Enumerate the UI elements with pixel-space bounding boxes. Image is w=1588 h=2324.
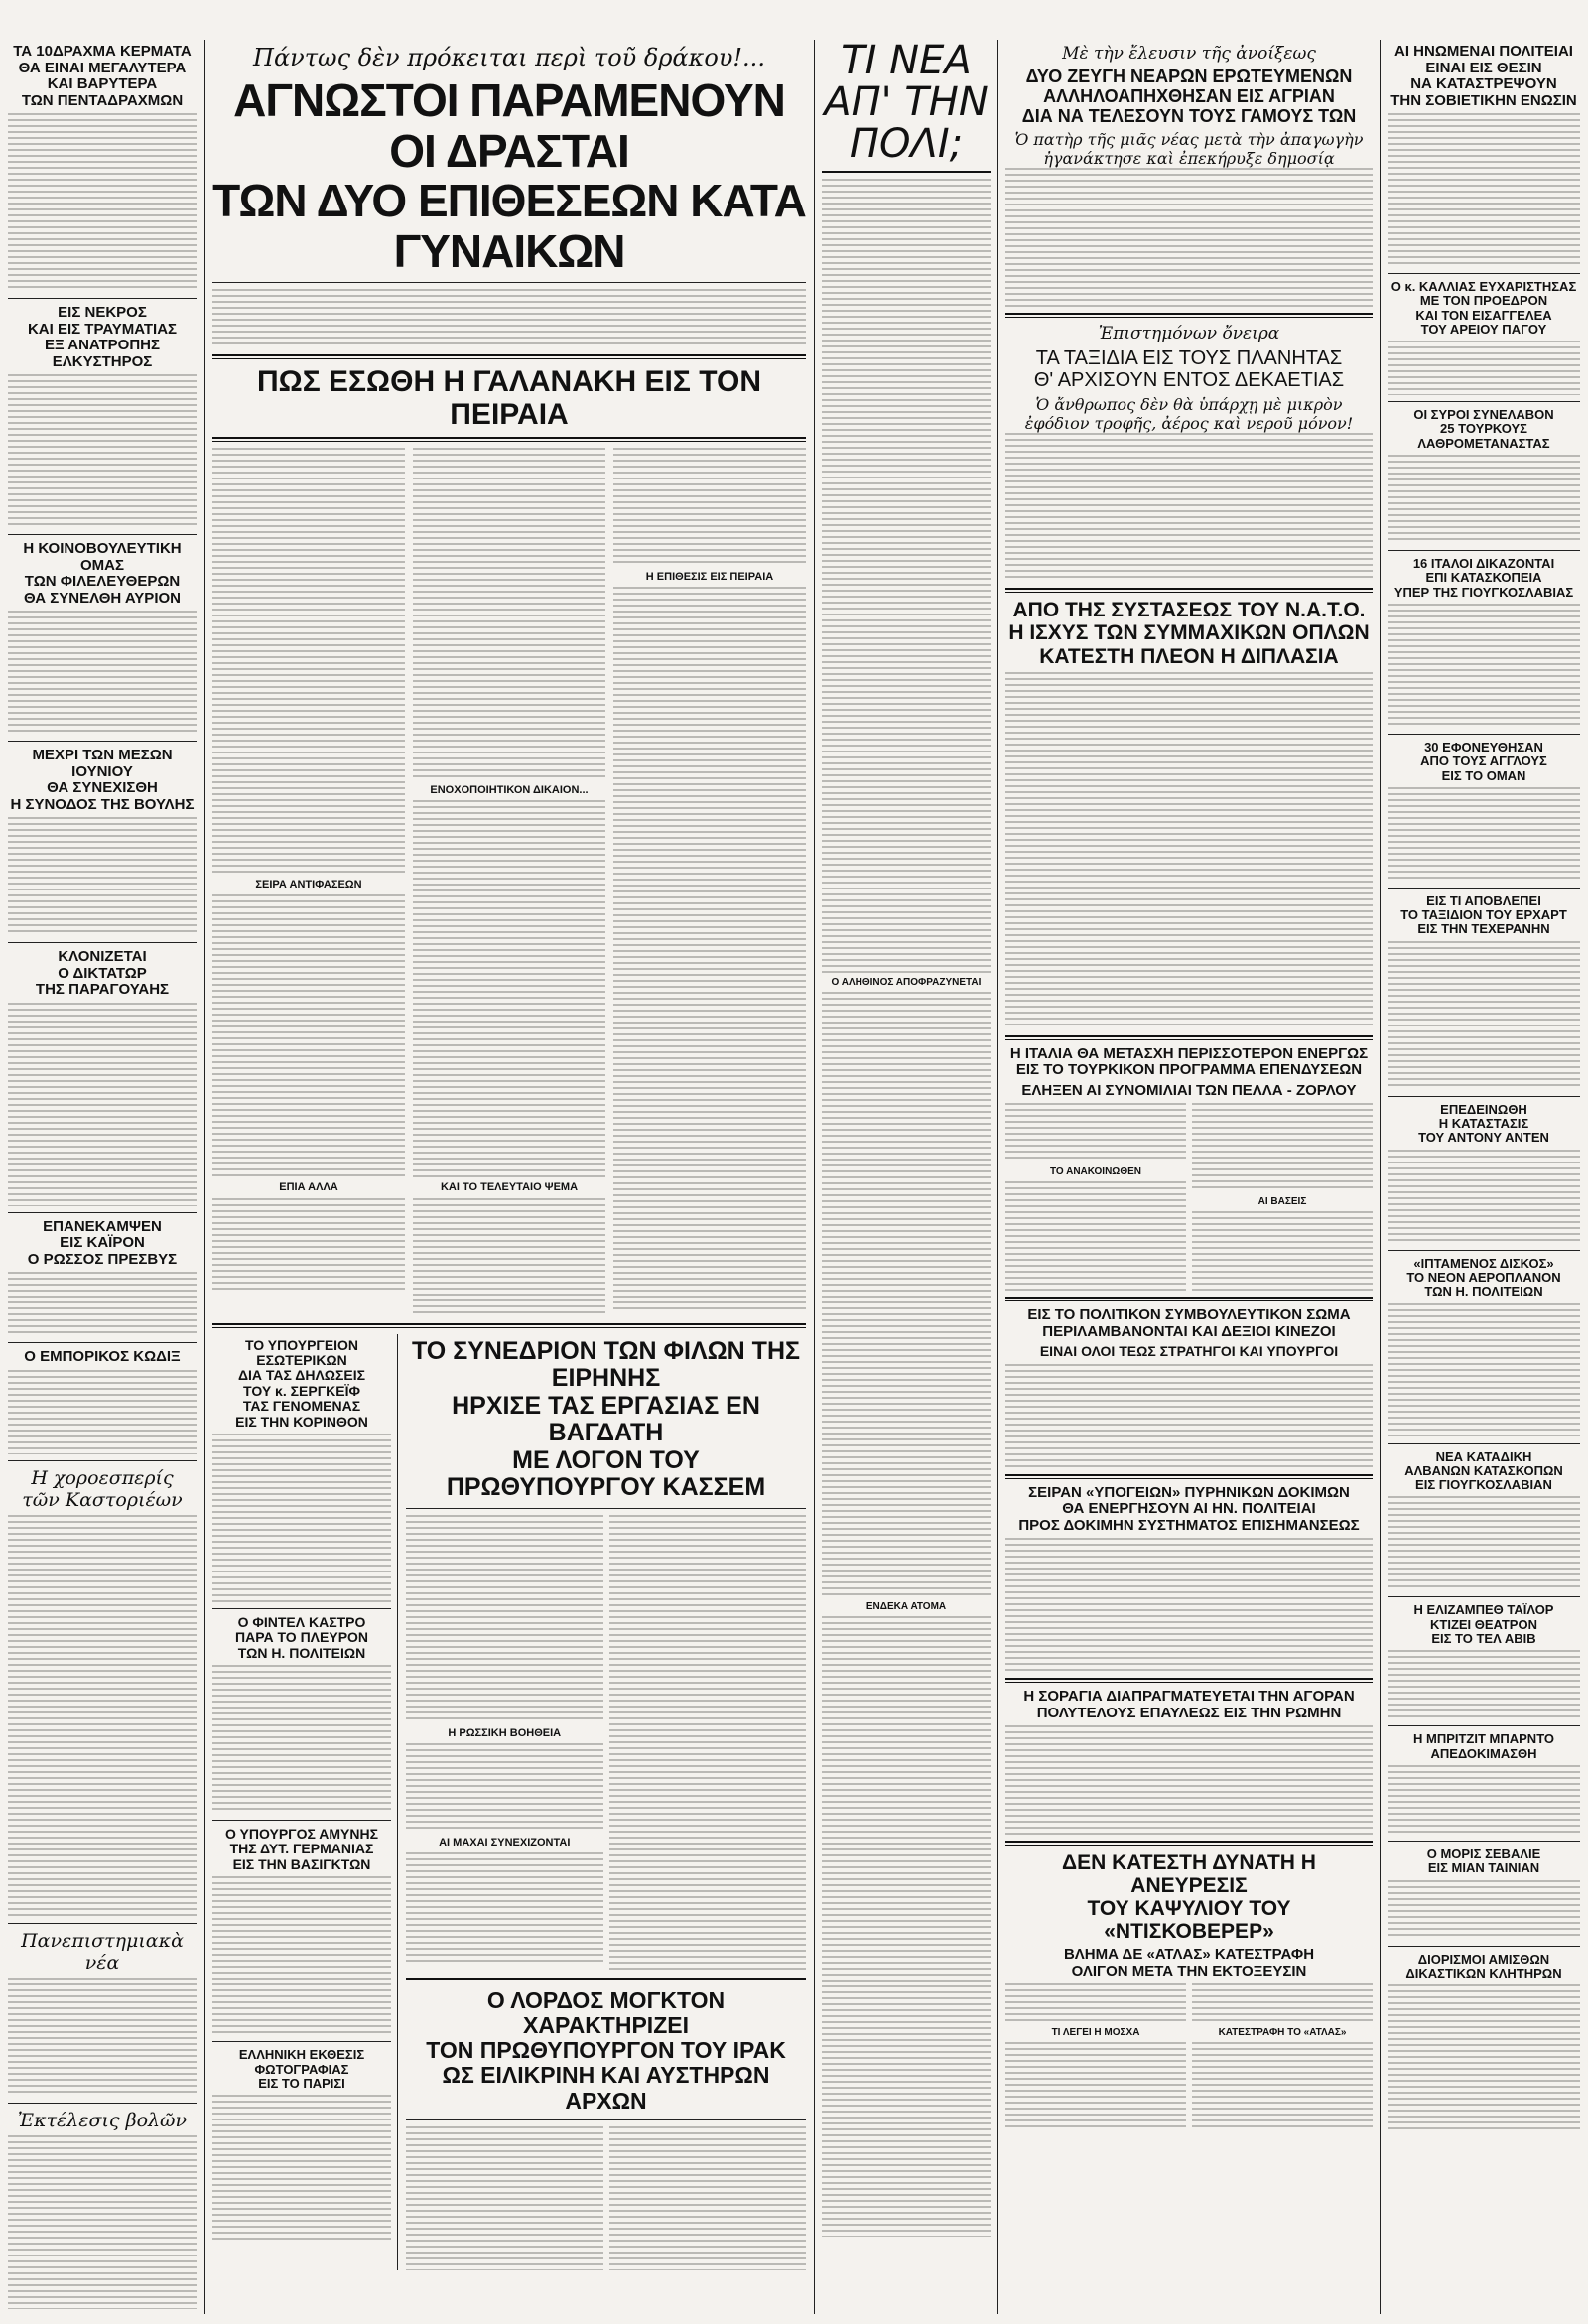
headline: ΜΕΧΡΙ ΤΩΝ ΜΕΣΩΝ ΙΟΥΝΙΟΥ ΘΑ ΣΥΝΕΧΙΣΘΗ Η ΣΥΝΟΔΟΣ ΤΗΣ ΒΟΥΛΗΣ [10,747,195,813]
article-text [406,2126,603,2270]
headline: Ἐκτέλεσις βολῶν [17,2109,188,2131]
headline: ΠΩΣ ΕΣΩΘΗ Η ΓΑΛΑΝΑΚΗ ΕΙΣ ΤΟΝ ΠΕΙΡΑΙΑ [256,365,762,432]
article-text [406,1743,603,1833]
headline: ΑΠΟ ΤΗΣ ΣΥΣΤΑΣΕΩΣ ΤΟΥ Ν.Α.Τ.Ο. Η ΙΣΧΥΣ ΤΩΝ ΣΥΜΜΑΧΙΚΩΝ ΟΠΛΩΝ ΚΑΤΕΣΤΗ ΠΛΕΟΝ Η ΔΙΠΛΑΣΙΑ [1008,599,1370,668]
subheadline: ΒΛΗΜΑ ΔΕ «ΑΤΛΑΣ» ΚΑΤΕΣΤΡΑΦΗ ΟΛΙΓΟΝ ΜΕΤΑ ΤΗΝ ΕΚΤΟΞΕΥΣΙΝ [1063,1946,1315,1980]
article-text [1192,1103,1373,1192]
subheadline: Ὁ πατὴρ τῆς μιᾶς νέας μετὰ τὴν ἀπαγωγὴν ἠγανάκτησε καὶ ἐπεκήρυξε δημοσίᾳ [1014,130,1364,169]
subheading: ΑΙ ΜΑΧΑΙ ΣΥΝΕΧΙΖΟΝΤΑΙ [439,1836,571,1848]
article-text [212,1665,391,1814]
headline: «ΙΠΤΑΜΕΝΟΣ ΔΙΣΚΟΣ» ΤΟ ΝΕΟΝ ΑΕΡΟΠΛΑΝΟΝ ΤΩΝ Η. ΠΟΛΙΤΕΙΩΝ [1406,1255,1561,1299]
article-text [1005,1364,1373,1468]
subheading: ΚΑΙ ΤΟ ΤΕΛΕΥΤΑΙΟ ΨΕΜΑ [440,1181,579,1194]
column-5 [1388,40,1580,2133]
headline: ΣΕΙΡΑΝ «ΥΠΟΓΕΙΩΝ» ΠΥΡΗΝΙΚΩΝ ΔΟΚΙΜΩΝ ΘΑ ΕΝΕΡΓΗΣΟΥΝ ΑΙ ΗΝ. ΠΟΛΙΤΕΙΑΙ ΠΡΟΣ ΔΟΚΙΜΗΝ ΣΥΣΤΗΜΑΤΟΣ ΕΠΙΣΗΜΑΝΣΕΩΣ [1018,1483,1360,1534]
kicker: Πάντως δὲν πρόκειται περὶ τοῦ δράκου!... [253,44,765,71]
article-text [1192,1211,1373,1291]
headline: ΕΠΑΝΕΚΑΜΨΕΝ ΕΙΣ ΚΑΪΡΟΝ Ο ΡΩΣΣΟΣ ΠΡΕΣΒΥΣ [27,1217,178,1268]
headline: ΔΥΟ ΖΕΥΓΗ ΝΕΑΡΩΝ ΕΡΩΤΕΥΜΕΝΩΝ ΑΛΛΗΛΟΑΠΗΧΘΗΣΑΝ ΕΙΣ ΑΓΡΙΑΝ ΔΙΑ ΝΑ ΤΕΛΕΣΟΥΝ ΤΟΥΣ ΓΑΜΟΥΣ ΤΩΝ [1021,67,1357,126]
article-text [212,448,405,875]
article-text [822,992,991,1597]
article-text [212,894,405,1177]
subheadline: ΕΙΝΑΙ ΟΛΟΙ ΤΕΩΣ ΣΤΡΑΤΗΓΟΙ ΚΑΙ ΥΠΟΥΡΓΟΙ [1039,1343,1339,1360]
article-text [1005,168,1373,307]
headline: ΕΛΛΗΝΙΚΗ ΕΚΘΕΣΙΣ ΦΩΤΟΓΡΑΦΙΑΣ ΕΙΣ ΤΟ ΠΑΡΙΣΙ [238,2047,365,2091]
subheading: ΚΑΤΕΣΤΡΑΦΗ ΤΟ «ΑΤΛΑΣ» [1218,2027,1347,2039]
article-text [8,1272,197,1336]
column-4 [1005,40,1373,2131]
article-text [1005,1538,1373,1672]
article-text [212,1876,391,2035]
article-text [212,1198,405,1293]
column-rule [814,40,815,2314]
article-text [8,611,197,735]
article-text [406,1852,603,1962]
article-text [1388,1303,1580,1437]
article-text [1005,672,1373,1029]
article-text [8,1515,197,1917]
subheading: Ο ΑΛΗΘΙΝΟΣ ΑΠΟΦΡΑΖΥΝΕΤΑΙ [831,977,982,988]
headline: ΤΟ ΥΠΟΥΡΓΕΙΟΝ ΕΣΩΤΕΡΙΚΩΝ ΔΙΑ ΤΑΣ ΔΗΛΩΣΕΙΣ ΤΟΥ κ. ΣΕΡΓΚΕΪΦ ΤΑΣ ΓΕΝΟΜΕΝΑΣ ΕΙΣ ΤΗΝ ΚΟΡΙΝΘΟΝ [235,1336,368,1430]
column-2 [212,40,806,2270]
article-text [1005,1103,1186,1162]
subheading: ΕΝΟΧΟΠΟΙΗΤΙΚΟΝ ΔΙΚΑΙΟΝ... [430,784,589,797]
headline: Η ΕΛΙΖΑΜΠΕΘ ΤΑΪΛΟΡ ΚΤΙΖΕΙ ΘΕΑΤΡΟΝ ΕΙΣ ΤΟ ΤΕΛ ΑΒΙΒ [1413,1602,1554,1647]
column-rule [1380,40,1381,2314]
headline: Ο ΦΙΝΤΕΛ ΚΑΣΤΡΟ ΠΑΡΑ ΤΟ ΠΛΕΥΡΟΝ ΤΩΝ Η. ΠΟΛΙΤΕΙΩΝ [234,1613,369,1661]
subheading: Η ΡΩΣΣΙΚΗ ΒΟΗΘΕΙΑ [448,1726,562,1739]
headline: Πανεπιστημιακὰ νέα [21,1929,184,1974]
article-text [8,2135,197,2309]
article-text [609,1515,807,1972]
article-text [1192,2042,1373,2131]
article-text [1388,787,1580,882]
subheading: ΤΙ ΛΕΓΕΙ Η ΜΟΣΧΑ [1051,2027,1140,2039]
article-text [8,817,197,936]
article-text [212,1434,391,1602]
column-rule [997,40,998,2314]
article-text [413,448,605,780]
headline: Ο ΕΜΠΟΡΙΚΟΣ ΚΩΔΙΞ [24,1348,181,1365]
headline: Η ΜΠΡΙΤΖΙΤ ΜΠΑΡΝΤΟ ΑΠΕΔΟΚΙΜΑΣΘΗ [1412,1731,1555,1761]
article-text [1388,113,1580,267]
headline: ΕΙΣ ΝΕΚΡΟΣ ΚΑΙ ΕΙΣ ΤΡΑΥΜΑΤΙΑΣ ΕΞ ΑΝΑΤΡΟΠΗΣ ΕΛΚΥΣΤΗΡΟΣ [27,304,178,370]
headline: Η ΚΟΙΝΟΒΟΥΛΕΥΤΙΚΗ ΟΜΑΣ ΤΩΝ ΦΙΛΕΛΕΥΘΕΡΩΝ ΘΑ ΣΥΝΕΛΘΗ ΑΥΡΙΟΝ [23,540,182,607]
headline: ΤΑ 10ΔΡΑΧΜΑ ΚΕΡΜΑΤΑ ΘΑ ΕΙΝΑΙ ΜΕΓΑΛΥΤΕΡΑ ΚΑΙ ΒΑΡΥΤΕΡΑ ΤΩΝ ΠΕΝΤΑΔΡΑΧΜΩΝ [13,43,192,109]
column-title: ΤΙ ΝΕΑ ΑΠ' ΤΗΝ ΠΟΛΙ; [822,40,991,173]
article-text [1388,1650,1580,1719]
article-text [8,113,197,292]
article-text [1388,341,1580,395]
article-text [613,448,806,567]
headline: Ο κ. ΚΑΛΛΙΑΣ ΕΥΧΑΡΙΣΤΗΣΑΣ ΜΕ ΤΟΝ ΠΡΟΕΔΡΟΝ ΚΑΙ ΤΟΝ ΕΙΣΑΓΓΕΛΕΑ ΤΟΥ ΑΡΕΙΟΥ ΠΑΓΟΥ [1390,279,1577,337]
article-text [613,587,806,1311]
article-text [212,289,806,348]
headline: Ο ΥΠΟΥΡΓΟΣ ΑΜΥΝΗΣ ΤΗΣ ΔΥΤ. ΓΕΡΜΑΝΙΑΣ ΕΙΣ ΤΗΝ ΒΑΣΙΓΚΤΩΝ [225,1826,378,1872]
headline: ΕΠΕΔΕΙΝΩΘΗ Η ΚΑΤΑΣΤΑΣΙΣ ΤΟΥ ΑΝΤΟΝΥ ΑΝΤΕΝ [1418,1101,1549,1146]
article-text [212,2095,391,2244]
headline: Η χοροεσπερίς τῶν Καστοριέων [22,1466,183,1511]
article-text [1005,1983,1186,2023]
article-text [1388,1880,1580,1940]
subheadline: Ὁ ἄνθρωπος δὲν θὰ ὑπάρχῃ μὲ μικρὸν ἐφόδιον τροφῆς, ἀέρος καὶ νεροῦ μόνον! [1024,395,1354,434]
column-3 [822,40,991,2237]
article-text [8,374,197,528]
article-text [1005,433,1373,582]
article-text [609,2126,807,2270]
headline: Ο ΜΟΡΙΣ ΣΕΒΑΛΙΕ ΕΙΣ ΜΙΑΝ ΤΑΙΝΙΑΝ [1426,1846,1541,1876]
article-text [822,179,991,973]
article-text [1388,1765,1580,1835]
headline: 30 ΕΦΟΝΕΥΘΗΣΑΝ ΑΠΟ ΤΟΥΣ ΑΓΓΛΟΥΣ ΕΙΣ ΤΟ ΟΜΑΝ [1420,739,1547,783]
article-text [1005,2042,1186,2131]
headline: ΕΙΣ ΤΙ ΑΠΟΒΛΕΠΕΙ ΤΟ ΤΑΞΙΔΙΟΝ ΤΟΥ ΕΡΧΑΡΤ ΕΙΣ ΤΗΝ ΤΕΧΕΡΑΝΗΝ [1400,892,1567,937]
article-text [8,1370,197,1454]
main-headline: ΑΓΝΩΣΤΟΙ ΠΑΡΑΜΕΝΟΥΝ ΟΙ ΔΡΑΣΤΑΙ ΤΩΝ ΔΥΟ ΕΠΙΘΕΣΕΩΝ ΚΑΤΑ ΓΥΝΑΙΚΩΝ [212,74,806,277]
headline: ΤΑ ΤΑΞΙΔΙΑ ΕΙΣ ΤΟΥΣ ΠΛΑΝΗΤΑΣ Θ' ΑΡΧΙΣΟΥΝ ΕΝΤΟΣ ΔΕΚΑΕΤΙΑΣ [1033,347,1345,392]
column-1 [8,40,197,2309]
subheading: ΣΕΙΡΑ ΑΝΤΙΦΑΣΕΩΝ [255,879,362,891]
subheading: ΤΟ ΑΝΑΚΟΙΝΩΘΕΝ [1049,1166,1141,1178]
article-text [1388,455,1580,544]
headline: Η ΣΟΡΑΓΙΑ ΔΙΑΠΡΑΓΜΑΤΕΥΕΤΑΙ ΤΗΝ ΑΓΟΡΑΝ ΠΟΛΥΤΕΛΟΥΣ ΕΠΑΥΛΕΩΣ ΕΙΣ ΤΗΝ ΡΩΜΗΝ [1023,1688,1355,1721]
headline: ΚΛΟΝΙΖΕΤΑΙ Ο ΔΙΚΤΑΤΩΡ ΤΗΣ ΠΑΡΑΓΟΥΑΗΣ [35,948,170,998]
article-text [8,1978,197,2097]
subheading: ΕΝΔΕΚΑ ΑΤΟΜΑ [865,1601,947,1612]
article-text [1388,1150,1580,1244]
headline: ΟΙ ΣΥΡΟΙ ΣΥΝΕΛΑΒΟΝ 25 ΤΟΥΡΚΟΥΣ ΛΑΘΡΟΜΕΤΑΝΑΣΤΑΣ [1413,407,1554,451]
column-rule [204,40,205,2314]
article-text [8,1003,197,1206]
headline: ΝΕΑ ΚΑΤΑΔΙΚΗ ΑΛΒΑΝΩΝ ΚΑΤΑΣΚΟΠΩΝ ΕΙΣ ΓΙΟΥΓΚΟΣΛΑΒΙΑΝ [1404,1448,1563,1493]
article-text [1192,1983,1373,2023]
article-text [1005,1725,1373,1835]
kicker: Ἐπιστημόνων ὄνειρα [1098,324,1280,344]
article-text [1388,1984,1580,2133]
headline: ΔΙΟΡΙΣΜΟΙ ΑΜΙΣΘΩΝ ΔΙΚΑΣΤΙΚΩΝ ΚΛΗΤΗΡΩΝ [1405,1951,1562,1981]
subheadline: ΕΛΗΞΕΝ ΑΙ ΣΥΝΟΜΙΛΙΑΙ ΤΩΝ ΠΕΛΛΑ - ΖΟΡΛΟΥ [1021,1081,1357,1099]
article-text [406,1515,603,1723]
headline: ΕΙΣ ΤΟ ΠΟΛΙΤΙΚΟΝ ΣΥΜΒΟΥΛΕΥΤΙΚΟΝ ΣΩΜΑ ΠΕΡΙΛΑΜΒΑΝΟΝΤΑΙ ΚΑΙ ΔΕΞΙΟΙ ΚΙΝΕΖΟΙ [1027,1306,1351,1340]
article-text [1005,1181,1186,1291]
headline: ΤΟ ΣΥΝΕΔΡΙΟΝ ΤΩΝ ΦΙΛΩΝ ΤΗΣ ΕΙΡΗΝΗΣ ΗΡΧΙΣΕ ΤΑΣ ΕΡΓΑΣΙΑΣ ΕΝ ΒΑΓΔΑΤΗ ΜΕ ΛΟΓΟΝ ΤΟΥ ΠΡΩΘΥΠΟΥΡΓΟΥ ΚΑΣΣΕΜ [411,1336,801,1502]
subheading: Η ΕΠΙΘΕΣΙΣ ΕΙΣ ΠΕΙΡΑΙΑ [645,571,774,584]
article-text [822,1616,991,2237]
headline: ΑΙ ΗΝΩΜΕΝΑΙ ΠΟΛΙΤΕΙΑΙ ΕΙΝΑΙ ΕΙΣ ΘΕΣΙΝ ΝΑ ΚΑΤΑΣΤΡΕΨΟΥΝ ΤΗΝ ΣΟΒΙΕΤΙΚΗΝ ΕΝΩΣΙΝ [1390,43,1577,109]
headline: ΔΕΝ ΚΑΤΕΣΤΗ ΔΥΝΑΤΗ Η ΑΝΕΥΡΕΣΙΣ ΤΟΥ ΚΑΨΥΛΙΟΥ ΤΟΥ «ΝΤΙΣΚΟΒΕΡΕΡ» [1062,1851,1316,1944]
article-text [1388,941,1580,1090]
subheading: ΕΠΙΑ ΑΛΛΑ [279,1181,338,1194]
article-text [1388,604,1580,728]
headline: Ο ΛΟΡΔΟΣ ΜΟΓΚΤΟΝ ΧΑΡΑΚΤΗΡΙΖΕΙ ΤΟΝ ΠΡΩΘΥΠΟΥΡΓΟΝ ΤΟΥ ΙΡΑΚ ΩΣ ΕΙΛΙΚΡΙΝΗ ΚΑΙ ΑΥΣΤΗΡΩΝ ΑΡΧΩΝ [426,1986,786,2114]
article-text [413,800,605,1177]
subheading: ΑΙ ΒΑΣΕΙΣ [1257,1196,1307,1208]
kicker: Μὲ τὴν ἔλευσιν τῆς ἀνοίξεως [1062,44,1316,64]
article-text [413,1198,605,1317]
headline: Η ΙΤΑΛΙΑ ΘΑ ΜΕΤΑΣΧΗ ΠΕΡΙΣΣΟΤΕΡΟΝ ΕΝΕΡΓΩΣ ΕΙΣ ΤΟ ΤΟΥΡΚΙΚΟΝ ΠΡΟΓΡΑΜΜΑ ΕΠΕΝΔΥΣΕΩΝ [1009,1044,1369,1079]
article-text [1388,1496,1580,1590]
headline: 16 ΙΤΑΛΟΙ ΔΙΚΑΖΟΝΤΑΙ ΕΠΙ ΚΑΤΑΣΚΟΠΕΙΑ ΥΠΕΡ ΤΗΣ ΓΙΟΥΓΚΟΣΛΑΒΙΑΣ [1393,556,1574,600]
